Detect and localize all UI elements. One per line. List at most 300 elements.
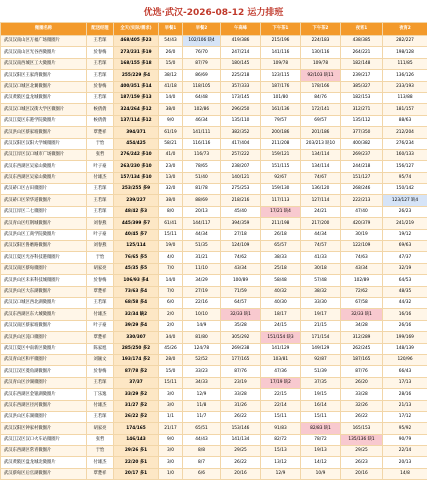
- region-name-cell: 武汉青山区沙湖微圈片: [1, 377, 87, 388]
- table-row[interactable]: [1, 241, 427, 252]
- shift-cell: 76/70: [183, 47, 221, 58]
- shift-cell: 7/0: [159, 286, 183, 297]
- region-name-cell: 武汉汉口城区西北湖微圈片: [1, 297, 87, 308]
- shift-cell: 15/0: [159, 366, 183, 377]
- shift-cell: 262/245: [341, 343, 383, 354]
- shift-cell: 136/126: [383, 70, 427, 81]
- shift-cell: 211/208: [261, 138, 301, 149]
- shift-cell: 61/19: [159, 127, 183, 138]
- shift-cell: 203/213 缺10: [301, 138, 341, 149]
- schedule-table: [0, 22, 427, 480]
- table-row[interactable]: [1, 286, 427, 297]
- shift-cell: 16/14: [301, 400, 341, 411]
- shift-cell: 88/63: [383, 115, 427, 126]
- shift-cell: 198/128: [383, 47, 427, 58]
- shift-cell: 445/399 多7: [114, 218, 159, 229]
- shift-cell: 81/78: [183, 184, 221, 195]
- shift-cell: 90/79: [383, 434, 427, 445]
- manager-cell: 覃楚祥: [87, 286, 114, 297]
- shift-cell: 257/222: [221, 149, 261, 160]
- shift-cell: 64/57: [221, 297, 261, 308]
- shift-cell: 15/0: [159, 58, 183, 69]
- shift-cell: 168/155 多18: [114, 58, 159, 69]
- shift-cell: 40/30: [261, 297, 301, 308]
- shift-cell: 81/80: [183, 332, 221, 343]
- shift-cell: 211/198: [261, 218, 301, 229]
- shift-cell: 32/34 缺2: [114, 309, 159, 320]
- region-name-cell: 武汉江岸区汉口城市广场微圈片: [1, 149, 87, 160]
- table-row[interactable]: [1, 366, 427, 377]
- shift-cell: 86/69: [183, 70, 221, 81]
- manager-cell: 刘春燕: [87, 241, 114, 252]
- table-row[interactable]: [1, 332, 427, 343]
- shift-cell: 127/114: [301, 195, 341, 206]
- shift-cell: 22/20 多1: [114, 457, 159, 468]
- table-row[interactable]: [1, 275, 427, 286]
- shift-cell: 454/425: [114, 138, 159, 149]
- shift-cell: 174/165: [114, 423, 159, 434]
- region-name-cell: 武汉汉南区蔡家坡微圈片: [1, 320, 87, 331]
- table-row[interactable]: [1, 229, 427, 240]
- table-row[interactable]: [1, 47, 427, 58]
- shift-cell: 134/114: [301, 149, 341, 160]
- shift-cell: 268/246: [341, 184, 383, 195]
- table-row[interactable]: [1, 434, 427, 445]
- shift-cell: 14/8: [383, 468, 427, 479]
- shift-cell: 58/48: [261, 275, 301, 286]
- manager-cell: 于怡: [87, 138, 114, 149]
- shift-cell: 30/18: [301, 263, 341, 274]
- shift-cell: 4/0: [159, 252, 183, 263]
- shift-cell: 23/0: [159, 161, 183, 172]
- shift-cell: 187/176: [261, 81, 301, 92]
- shift-cell: 269/238: [221, 343, 261, 354]
- manager-cell: 张哲: [87, 149, 114, 160]
- table-row[interactable]: [1, 468, 427, 479]
- shift-cell: 21/17: [159, 423, 183, 434]
- shift-cell: 74/63: [341, 252, 383, 263]
- region-name-cell: 武汉东西湖区径河微圈片: [1, 400, 87, 411]
- shift-cell: 106/93 多4: [114, 275, 159, 286]
- shift-cell: 29/26 多1: [114, 446, 159, 457]
- table-row[interactable]: [1, 457, 427, 468]
- shift-cell: 65/57: [261, 241, 301, 252]
- table-row[interactable]: [1, 70, 427, 81]
- shift-cell: 273/231 多19: [114, 47, 159, 58]
- shift-cell: 330/307: [114, 332, 159, 343]
- region-name-cell: 武汉东西湖区吴家山微圈片: [1, 172, 87, 183]
- shift-cell: 26/22: [221, 411, 261, 422]
- shift-cell: 148/139: [383, 343, 427, 354]
- shift-cell: 276/242 多10: [114, 149, 159, 160]
- shift-cell: 123/127 缺4: [383, 195, 427, 206]
- column-header[interactable]: 全天(实际/需求): [114, 23, 159, 36]
- manager-cell: 叶子豪: [87, 229, 114, 240]
- region-name-cell: 武汉黄陂区盘龙城微圈片: [1, 92, 87, 103]
- shift-cell: 19/12: [383, 229, 427, 240]
- shift-cell: 14/12: [301, 457, 341, 468]
- shift-cell: 153/146: [221, 423, 261, 434]
- shift-cell: 102/106 缺4: [183, 36, 221, 47]
- shift-cell: 276/234: [383, 138, 427, 149]
- column-header[interactable]: 下午茶1: [261, 23, 301, 36]
- column-header[interactable]: 早餐1: [159, 23, 183, 36]
- shift-cell: 87/78 多2: [114, 366, 159, 377]
- shift-cell: 34/33: [183, 377, 221, 388]
- shift-cell: 420/379: [341, 218, 383, 229]
- shift-cell: 20/17 多1: [114, 468, 159, 479]
- shift-cell: 135/110: [221, 115, 261, 126]
- shift-cell: 87/76: [341, 366, 383, 377]
- shift-cell: 146/143: [114, 434, 159, 445]
- table-row[interactable]: [1, 252, 427, 263]
- shift-cell: 74/67: [301, 172, 341, 183]
- manager-cell: 王若琛: [87, 377, 114, 388]
- shift-cell: 87/76: [221, 366, 261, 377]
- shift-cell: 47/36: [261, 366, 301, 377]
- shift-cell: 58/21: [159, 138, 183, 149]
- manager-cell: 叶子豪: [87, 320, 114, 331]
- shift-cell: 64/48: [183, 92, 221, 103]
- table-row[interactable]: [1, 411, 427, 422]
- shift-cell: 193/174 多2: [114, 354, 159, 365]
- shift-cell: 222/213: [341, 195, 383, 206]
- column-header[interactable]: 早餐2: [183, 23, 221, 36]
- shift-cell: 51/39: [301, 366, 341, 377]
- shift-cell: 357/333: [221, 81, 261, 92]
- region-name-cell: 武汉东西湖区金银湖微圈片: [1, 389, 87, 400]
- shift-cell: 15/11: [159, 229, 183, 240]
- column-header[interactable]: 微圈名称: [1, 23, 87, 36]
- shift-cell: 141/116: [261, 47, 301, 58]
- shift-cell: 149/129: [301, 343, 341, 354]
- shift-cell: 118/105: [183, 81, 221, 92]
- table-row[interactable]: [1, 389, 427, 400]
- shift-cell: 3/0: [159, 457, 183, 468]
- shift-cell: 15/11: [301, 411, 341, 422]
- region-name-cell: 武汉洪山区大东湖微圈片: [1, 286, 87, 297]
- shift-cell: 26/20: [341, 377, 383, 388]
- table-row[interactable]: [1, 115, 427, 126]
- shift-cell: 38/32: [301, 286, 341, 297]
- shift-cell: 23/19: [221, 377, 261, 388]
- shift-cell: 31/21: [183, 252, 221, 263]
- table-row[interactable]: [1, 104, 427, 115]
- table-row[interactable]: [1, 309, 427, 320]
- shift-cell: 12/9: [261, 468, 301, 479]
- shift-cell: 92/67: [261, 172, 301, 183]
- shift-cell: 165/153: [341, 423, 383, 434]
- shift-cell: 57/48: [301, 275, 341, 286]
- shift-cell: 44/34: [183, 229, 221, 240]
- manager-cell: 王若琛: [87, 58, 114, 69]
- shift-cell: 134/114: [301, 161, 341, 172]
- shift-cell: 33/28: [341, 389, 383, 400]
- shift-cell: 6/6: [183, 468, 221, 479]
- region-name-cell: 武汉江夏区光谷科技港微圈片: [1, 252, 87, 263]
- shift-cell: 82/72: [261, 434, 301, 445]
- shift-cell: 124/109: [221, 241, 261, 252]
- shift-cell: 264/221: [341, 47, 383, 58]
- shift-cell: 47/37: [383, 252, 427, 263]
- shift-cell: 32/33 缺1: [221, 309, 261, 320]
- shift-cell: 44/43: [183, 434, 221, 445]
- shift-cell: 124/78: [183, 343, 221, 354]
- shift-cell: 181/157: [383, 104, 427, 115]
- shift-cell: 172/141: [301, 104, 341, 115]
- shift-cell: 48/35: [383, 286, 427, 297]
- shift-cell: 11/7: [183, 411, 221, 422]
- column-header[interactable]: 夜宵1: [341, 23, 383, 36]
- shift-cell: 51/40: [183, 172, 221, 183]
- table-row[interactable]: [1, 218, 427, 229]
- shift-cell: 92/103 缺11: [301, 70, 341, 81]
- shift-cell: 82/83 缺1: [301, 423, 341, 434]
- shift-cell: 285/250 多2: [114, 343, 159, 354]
- shift-cell: 2/0: [159, 309, 183, 320]
- manager-cell: 刘颖文: [87, 354, 114, 365]
- shift-cell: 141/129: [261, 343, 301, 354]
- region-name-cell: 武汉蔡甸区后官湖微圈片: [1, 468, 87, 479]
- manager-cell: 候倩倩: [87, 115, 114, 126]
- shift-cell: 6/0: [159, 297, 183, 308]
- shift-cell: 40/32: [261, 286, 301, 297]
- shift-cell: 48/42 多3: [114, 206, 159, 217]
- shift-cell: 69/57: [301, 115, 341, 126]
- shift-cell: 20/13: [383, 457, 427, 468]
- table-row[interactable]: [1, 377, 427, 388]
- region-name-cell: 武汉江汉区菱角湖微圈片: [1, 366, 87, 377]
- shift-cell: 2/0: [159, 320, 183, 331]
- shift-cell: 171/154: [301, 332, 341, 343]
- shift-cell: 116/116: [183, 138, 221, 149]
- manager-cell: 王若琛: [87, 92, 114, 103]
- shift-cell: 79/57: [261, 115, 301, 126]
- shift-cell: 217/200: [301, 218, 341, 229]
- table-row[interactable]: [1, 354, 427, 365]
- shift-cell: 109/78: [301, 58, 341, 69]
- table-row[interactable]: [1, 297, 427, 308]
- shift-cell: 14/0: [159, 92, 183, 103]
- shift-cell: 26/23: [383, 206, 427, 217]
- table-row[interactable]: [1, 184, 427, 195]
- shift-cell: 34/29: [183, 275, 221, 286]
- shift-cell: 296/250: [221, 104, 261, 115]
- shift-cell: 15/13: [261, 446, 301, 457]
- shift-cell: 400/382: [341, 138, 383, 149]
- shift-cell: 3/0: [159, 389, 183, 400]
- shift-cell: 16/16: [383, 309, 427, 320]
- shift-cell: 32/0: [159, 184, 183, 195]
- shift-cell: 201/186: [301, 127, 341, 138]
- table-row[interactable]: [1, 161, 427, 172]
- shift-cell: 111/85: [383, 58, 427, 69]
- shift-cell: 13/12: [261, 457, 301, 468]
- table-row[interactable]: [1, 81, 427, 92]
- table-row[interactable]: [1, 92, 427, 103]
- manager-cell: 覃楚祥: [87, 332, 114, 343]
- column-header[interactable]: 夜宵2: [383, 23, 427, 36]
- shift-cell: 233/193: [383, 81, 427, 92]
- shift-cell: 27/19: [183, 286, 221, 297]
- shift-cell: 151/154 缺3: [261, 332, 301, 343]
- shift-cell: 141/111: [183, 127, 221, 138]
- shift-cell: 150/142: [383, 184, 427, 195]
- shift-cell: 11/10: [183, 263, 221, 274]
- shift-cell: 275/253: [221, 184, 261, 195]
- shift-cell: 173/145: [221, 92, 261, 103]
- shift-cell: 78/72: [301, 434, 341, 445]
- shift-cell: 177/165: [221, 354, 261, 365]
- shift-cell: 21/13: [383, 400, 427, 411]
- region-name-cell: 武汉汉阳区钟家村微圈片: [1, 423, 87, 434]
- shift-cell: 45/40: [221, 206, 261, 217]
- shift-cell: 123/115: [261, 70, 301, 81]
- table-row[interactable]: [1, 149, 427, 160]
- shift-cell: 69/63: [383, 241, 427, 252]
- shift-cell: 116/73: [183, 149, 221, 160]
- shift-cell: 26/0: [159, 47, 183, 58]
- shift-cell: 438/385: [341, 36, 383, 47]
- manager-cell: 候倩倩: [87, 104, 114, 115]
- shift-cell: 54/43: [159, 36, 183, 47]
- shift-cell: 43/34: [341, 263, 383, 274]
- shift-cell: 159/121: [261, 149, 301, 160]
- shift-cell: 74/62: [221, 252, 261, 263]
- table-row[interactable]: [1, 127, 427, 138]
- region-name-cell: 武汉江夏区东港学院微圈片: [1, 115, 87, 126]
- shift-cell: 21/15: [301, 320, 341, 331]
- column-header[interactable]: 配送经理: [87, 23, 114, 36]
- table-row[interactable]: [1, 423, 427, 434]
- shift-cell: 74/57: [301, 241, 341, 252]
- shift-cell: 32/19: [383, 263, 427, 274]
- shift-cell: 417/404: [221, 138, 261, 149]
- table-row[interactable]: [1, 400, 427, 411]
- shift-cell: 29/25: [341, 446, 383, 457]
- table-row[interactable]: [1, 195, 427, 206]
- column-header[interactable]: 午高峰: [221, 23, 261, 36]
- shift-cell: 3/0: [159, 446, 183, 457]
- manager-cell: 覃楚祥: [87, 127, 114, 138]
- shift-cell: 22/15: [261, 389, 301, 400]
- shift-cell: 29/25: [221, 446, 261, 457]
- shift-cell: 182/153: [341, 92, 383, 103]
- manager-cell: 於春梅: [87, 275, 114, 286]
- shift-cell: 19/15: [301, 389, 341, 400]
- shift-cell: 17/12: [383, 411, 427, 422]
- manager-cell: 覃楚祥: [87, 468, 114, 479]
- shift-cell: 39/29 多4: [114, 320, 159, 331]
- region-name-cell: 武汉汉南区蔡甸微圈片: [1, 263, 87, 274]
- shift-cell: 24/15: [261, 320, 301, 331]
- shift-cell: 33/28: [221, 389, 261, 400]
- shift-cell: 3/0: [159, 400, 183, 411]
- table-row[interactable]: [1, 263, 427, 274]
- shift-cell: 10/9: [301, 468, 341, 479]
- shift-cell: 187/165: [341, 354, 383, 365]
- table-row[interactable]: [1, 343, 427, 354]
- table-row[interactable]: [1, 446, 427, 457]
- shift-cell: 28/16: [383, 389, 427, 400]
- table-row[interactable]: [1, 138, 427, 149]
- shift-cell: 247/214: [221, 47, 261, 58]
- shift-cell: 263/230 多10: [114, 161, 159, 172]
- table-row[interactable]: [1, 36, 427, 47]
- region-name-cell: 武汉洪山区工商学院微圈片: [1, 229, 87, 240]
- table-row[interactable]: [1, 172, 427, 183]
- shift-cell: 25/18: [261, 263, 301, 274]
- shift-cell: 224/183: [301, 36, 341, 47]
- shift-cell: 14/0: [159, 275, 183, 286]
- shift-cell: 18/17: [261, 309, 301, 320]
- shift-cell: 33/23: [183, 366, 221, 377]
- region-name-cell: 武汉洪山区蔡家坡微圈片: [1, 127, 87, 138]
- shift-cell: 178/166: [301, 81, 341, 92]
- manager-cell: 王若琛: [87, 36, 114, 47]
- shift-cell: 161/136: [261, 104, 301, 115]
- shift-cell: 10/10: [183, 309, 221, 320]
- shift-cell: 44/34: [301, 229, 341, 240]
- shift-cell: 20/16: [341, 468, 383, 479]
- shift-cell: 88/69: [183, 195, 221, 206]
- shift-cell: 38/0: [159, 195, 183, 206]
- column-header[interactable]: 下午茶2: [301, 23, 341, 36]
- shift-cell: 26/22: [341, 411, 383, 422]
- shift-cell: 34/28: [341, 320, 383, 331]
- shift-cell: 244/218: [341, 161, 383, 172]
- shift-cell: 38/12: [159, 70, 183, 81]
- shift-cell: 26/18: [261, 229, 301, 240]
- shift-cell: 135/136 缺1: [341, 434, 383, 445]
- shift-cell: 419/386: [221, 36, 261, 47]
- shift-cell: 46/34: [183, 115, 221, 126]
- shift-cell: 17/21 缺4: [261, 206, 301, 217]
- shift-cell: 51/35: [183, 241, 221, 252]
- manager-cell: 胡家亮: [87, 263, 114, 274]
- shift-cell: 22/14: [383, 446, 427, 457]
- region-name-cell: 武汉硚口区古田微圈片: [1, 184, 87, 195]
- table-row[interactable]: [1, 58, 427, 69]
- shift-cell: 14/9: [183, 320, 221, 331]
- shift-cell: 71/59: [221, 286, 261, 297]
- table-row[interactable]: [1, 320, 427, 331]
- shift-cell: 41/18: [159, 81, 183, 92]
- shift-cell: 218/216: [221, 195, 261, 206]
- shift-cell: 103/81: [261, 354, 301, 365]
- table-row[interactable]: [1, 206, 427, 217]
- region-name-cell: 武汉汉南山区万福广场微圈片: [1, 36, 87, 47]
- shift-cell: 17/13: [383, 377, 427, 388]
- shift-cell: 11/8: [183, 400, 221, 411]
- manager-cell: 胡家亮: [87, 423, 114, 434]
- manager-cell: 叶子豪: [87, 161, 114, 172]
- shift-cell: 20/16: [221, 468, 261, 479]
- shift-cell: 9/0: [159, 115, 183, 126]
- shift-cell: 400/351 多14: [114, 81, 159, 92]
- region-name-cell: 武汉江夏区中南新区微圈片: [1, 343, 87, 354]
- shift-cell: 43/34: [221, 263, 261, 274]
- shift-cell: 182/148: [341, 58, 383, 69]
- manager-cell: 刘春燕: [87, 218, 114, 229]
- shift-cell: 91/83: [261, 423, 301, 434]
- manager-cell: 丁乐逸: [87, 389, 114, 400]
- shift-cell: 151/115: [261, 161, 301, 172]
- shift-cell: 13/0: [159, 172, 183, 183]
- shift-cell: 34/0: [159, 332, 183, 343]
- manager-cell: 付雄杰: [87, 172, 114, 183]
- shift-cell: 22/16: [183, 297, 221, 308]
